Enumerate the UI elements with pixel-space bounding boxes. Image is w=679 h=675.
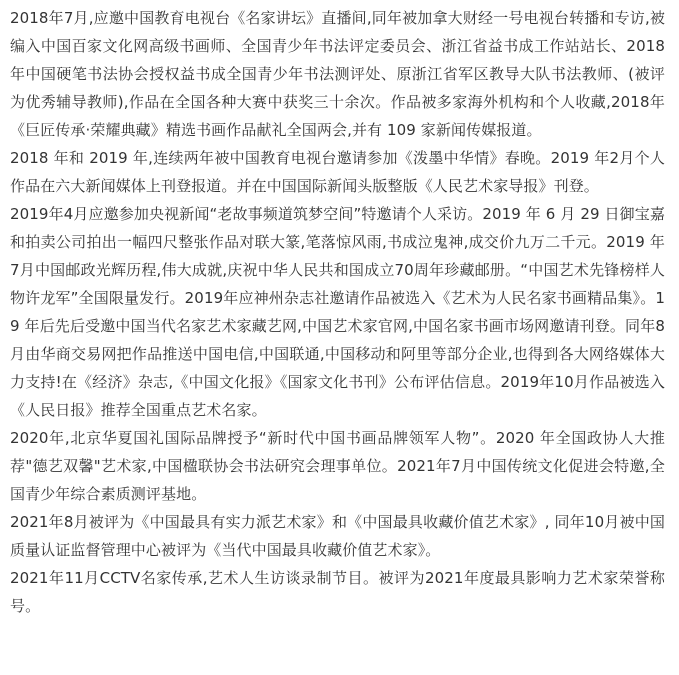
paragraph-2021-november: 2021年11月CCTV名家传承,艺术人生访谈录制节目。被评为2021年度最具影响力艺术家荣誉称号。: [10, 569, 665, 615]
paragraph-2018-2019-gala: 2018 年和 2019 年,连续两年被中国教育电视台邀请参加《泼墨中华情》春晚。2019 年2月个人作品在六大新闻媒体上刊登报道。并在中国国际新闻头版整版《人民艺术家导报》刊登。: [10, 149, 665, 195]
article-body: [10, 4, 665, 620]
paragraph-2020-awards: 2020年,北京华夏国礼国际品牌授予“新时代中国书画品牌领军人物”。2020 年全国政协人大推荐"德艺双馨"艺术家,中国楹联协会书法研究会理事单位。2021年7月中国传统文化促进会特邀,全国青少年综合素质测评基地。: [10, 429, 665, 503]
paragraph-2021-august: 2021年8月被评为《中国最具有实力派艺术家》和《中国最具收藏价值艺术家》, 同年10月被中国质量认证监督管理中心被评为《当代中国最具收藏价值艺术家》。: [10, 513, 665, 559]
paragraph-2018-honors: 2018年7月,应邀中国教育电视台《名家讲坛》直播间,同年被加拿大财经一号电视台转播和专访,被编入中国百家文化网高级书画师、全国青少年书法评定委员会、浙江省益书成工作站站长、2018 年中国硬笔书法协会授权益书成全国青少年书法测评处、原浙江省军区教导大队书法教师、(被评为优秀辅导教师),作品在全国各种大赛中获奖三十余次。作品被多家海外机构和个人收藏,2018年《巨匠传承·荣耀典藏》精选书画作品献礼全国两会,并有 109 家新闻传媒报道。: [10, 9, 665, 139]
paragraph-2019-achievements: 2019年4月应邀参加央视新闻“老故事频道筑梦空间”特邀请个人采访。2019 年 6 月 29 日御宝嘉和拍卖公司拍出一幅四尺整张作品对联大篆,笔落惊风雨,书成泣鬼神,成交价九万二千元。2019 年7月中国邮政光辉历程,伟大成就,庆祝中华人民共和国成立70周年珍藏邮册。“中国艺术先锋榜样人物许龙军”全国限量发行。2019年应神州杂志社邀请作品被选入《艺术为人民名家书画精品集》。19 年后先后受邀中国当代名家艺术家藏艺网,中国艺术家官网,中国名家书画市场网邀请刊登。同年8月由华商交易网把作品推送中国电信,中国联通,中国移动和阿里等部分企业,也得到各大网络媒体大力支持!在《经济》杂志,《中国文化报》《国家文化书刊》公布评估信息。2019年10月作品被选入《人民日报》推荐全国重点艺术名家。: [10, 205, 665, 419]
